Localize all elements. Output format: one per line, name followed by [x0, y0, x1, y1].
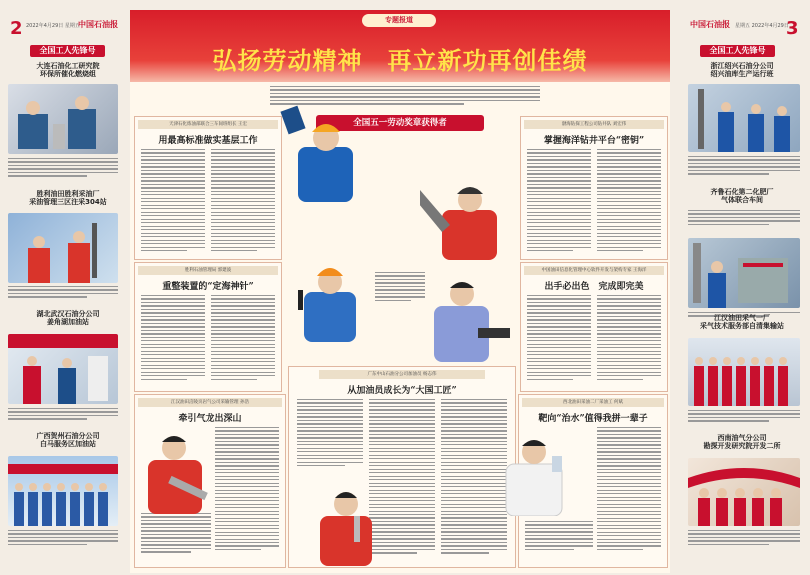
- story-6-unit: 江汉油田涪陵页岩气公司采输管理 孙浩: [138, 398, 282, 407]
- right-paper-name: 中国石油报: [690, 20, 730, 29]
- story-4: [520, 262, 668, 392]
- right-item-2-title: 齐鲁石化第二化肥厂 气体联合车间: [710, 188, 774, 205]
- worker-5-figure: [310, 476, 382, 566]
- oilfield-photo: [8, 213, 118, 283]
- story-3-title: 重整装置的“定海神针”: [162, 282, 254, 292]
- left-item-4-title: 广西贺州石油分公司 白马服务区加油站: [36, 432, 100, 449]
- edition-tag: 专题报道: [362, 14, 436, 27]
- left-page-number: 2: [10, 18, 23, 39]
- worker-3-caption: [375, 272, 425, 322]
- story-3-unit: 胜利石油管理局 郭建波: [138, 266, 278, 275]
- story-1-unit: 天津石化炼油部联合三车间班组长 王宏: [138, 120, 278, 129]
- left-item-2-title: 胜利油田胜利采油厂 采油管理三区注采304站: [29, 190, 107, 207]
- story-4-unit: 中国油田信息化管理中心软件开发与架构专家 王海洋: [524, 266, 664, 275]
- worker-7-figure: [494, 426, 574, 516]
- story-1-title: 用最高标准做实基层工作: [158, 136, 258, 146]
- right-page-number: 3: [786, 18, 799, 39]
- right-item-1-title: 浙江绍兴石油分公司 绍兴油库生产运行班: [710, 62, 774, 79]
- left-column-header: 全国工人先锋号: [30, 45, 105, 57]
- story-5-title: 从加油员成长为“大国工匠”: [347, 386, 457, 396]
- left-item-3-text: [8, 408, 118, 428]
- station-photo: [688, 338, 800, 406]
- left-item-3-title: 湖北武汉石油分公司 姜角湖加油站: [36, 310, 100, 327]
- right-item-4-text: [688, 530, 800, 554]
- story-7-title: 靶向“治水”值得我拼一辈子: [538, 414, 648, 424]
- left-paper-name: 中国石油报: [78, 20, 118, 29]
- story-5-unit: 广东中山石油分公司加油员 杨志伟: [319, 370, 485, 379]
- gas-station-photo: [8, 334, 118, 404]
- left-date: 2022年4月29日 星期五: [26, 23, 80, 29]
- depot-photo: [688, 84, 800, 152]
- right-date: 星期五 2022年4月29日: [735, 23, 789, 29]
- right-item-3-title: 江汉油田采气一厂 采气技术服务部自清集输站: [700, 314, 784, 331]
- story-4-title: 出手必出色 完成即完美: [544, 282, 644, 292]
- worker-2-figure: [420, 170, 516, 260]
- story-2-unit: 渤海钻探工程公司钻井队 刘宏伟: [524, 120, 664, 129]
- worker-3-figure: [290, 242, 370, 342]
- right-item-2-text: [688, 210, 800, 234]
- left-item-1-text: [8, 158, 118, 186]
- story-3: [134, 262, 282, 392]
- worker-6-figure: [138, 424, 212, 514]
- story-2: [520, 116, 668, 260]
- right-column-header: 全国工人先锋号: [700, 45, 775, 57]
- story-6-title: 牵引气龙出深山: [178, 414, 242, 424]
- feature-headline: 弘扬劳动精神 再立新功再创佳绩: [212, 46, 588, 75]
- team-photo: [8, 456, 118, 526]
- award-ribbon: 全国五一劳动奖章获得者: [316, 115, 484, 131]
- plant-photo: [688, 238, 800, 308]
- right-item-1-text: [688, 156, 800, 184]
- right-item-3-text: [688, 410, 800, 430]
- left-item-1-title: 大连石油化工研究院 环保所催化燃烧组: [36, 62, 100, 79]
- worker-1-figure: [280, 102, 370, 202]
- story-7-unit: 西北油田采油二厂采油工 何斌: [522, 398, 664, 407]
- story-1: [134, 116, 282, 260]
- lab-photo: [8, 84, 118, 154]
- worker-4-figure: [420, 262, 516, 362]
- center-feature: [130, 10, 670, 573]
- research-team-photo: [688, 458, 800, 526]
- right-item-4-title: 西南油气分公司 勘探开发研究院开发二所: [703, 434, 781, 451]
- story-2-title: 掌握海洋钻井平台“密钥”: [543, 136, 645, 146]
- left-item-4-text: [8, 530, 118, 554]
- left-item-2-text: [8, 286, 118, 306]
